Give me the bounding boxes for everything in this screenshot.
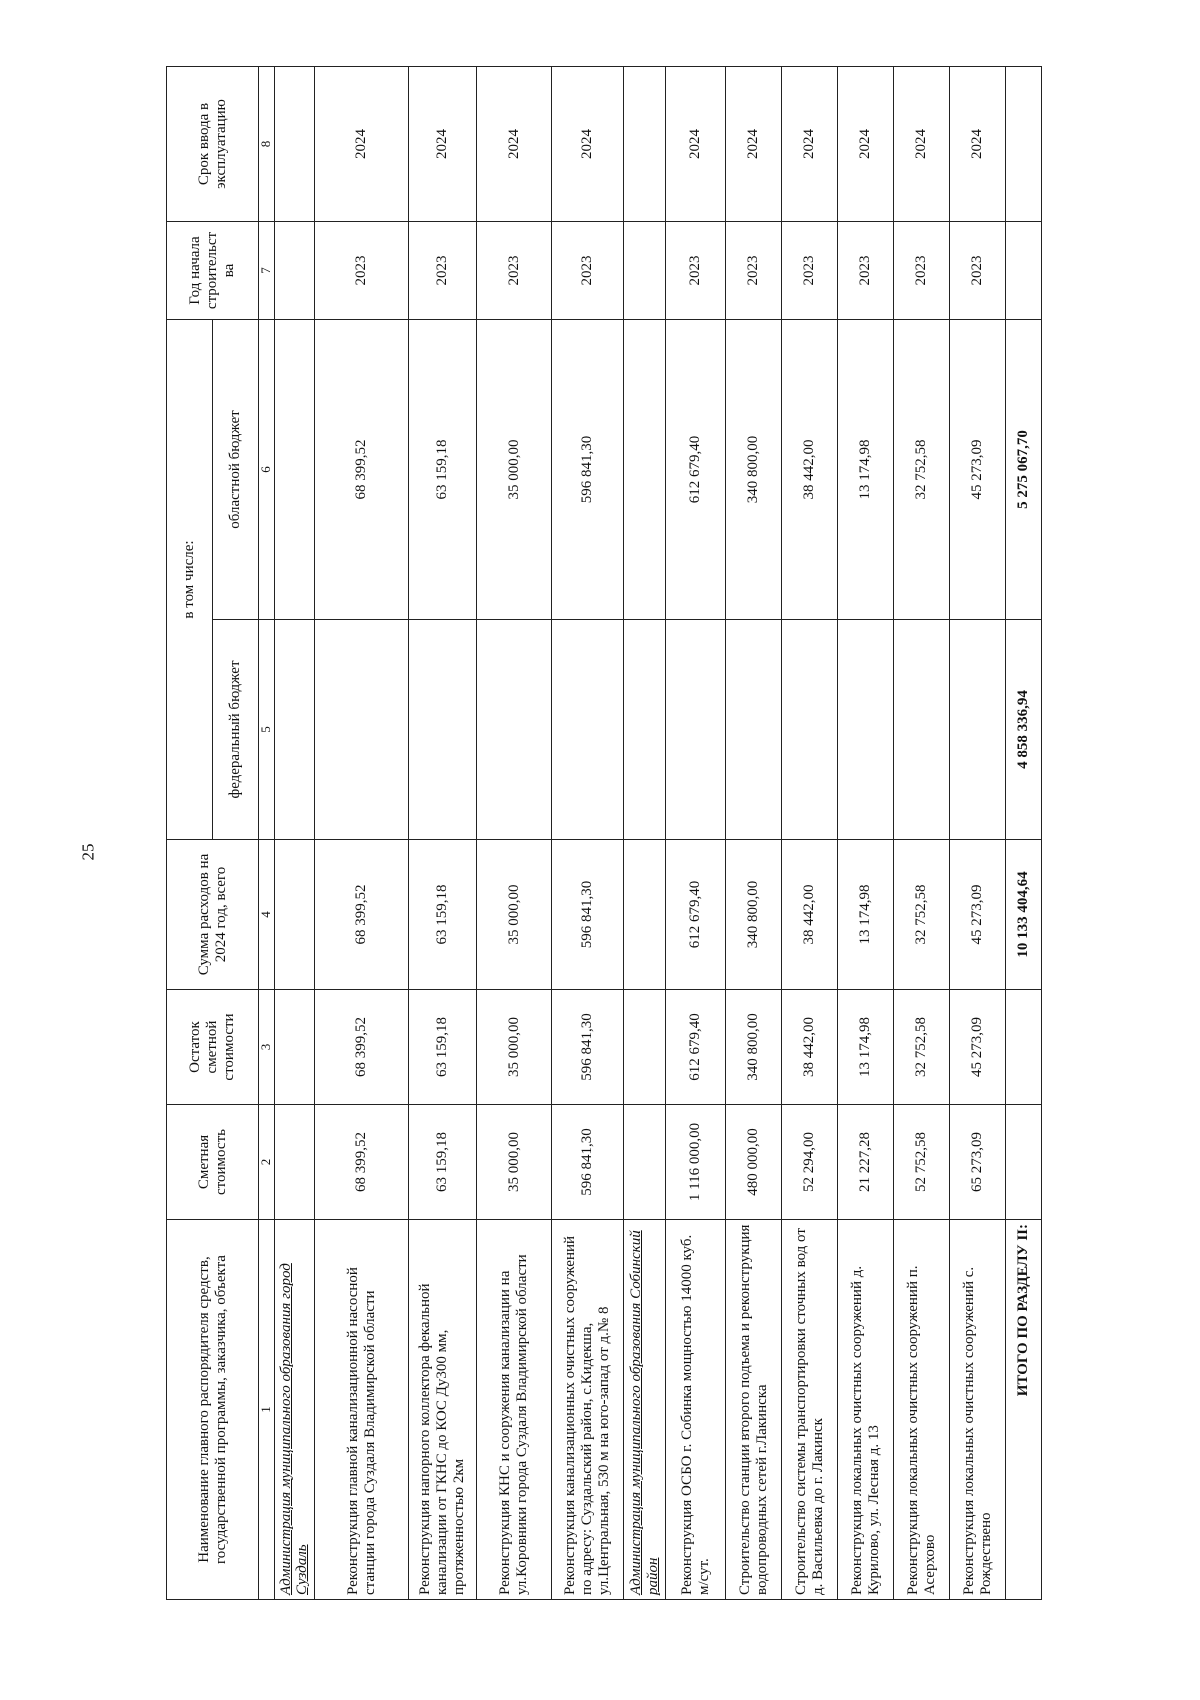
total-2024-value: 68 399,52 [315,840,409,990]
estimate-value: 480 000,00 [726,1105,782,1220]
empty-cell [274,222,315,320]
header-name: Наименование главного распорядителя средств, государственной программы, заказчика, объекта [167,1220,259,1600]
object-name: Реконструкция локальных очистных сооружений д. Курилово, ул. Лесная д. 13 [838,1220,894,1600]
empty-cell [624,67,666,222]
total-2024-value: 63 159,18 [409,840,477,990]
column-number: 6 [259,320,275,620]
empty-cell [274,320,315,620]
federal-value [409,620,477,840]
remaining-value: 596 841,30 [552,990,624,1105]
estimate-value: 35 000,00 [477,1105,552,1220]
commission-year-value: 2024 [782,67,838,222]
estimate-value: 65 273,09 [950,1105,1006,1220]
remaining-value: 45 273,09 [950,990,1006,1105]
group-row [274,67,315,1600]
regional-value: 612 679,40 [666,320,726,620]
empty-cell [624,320,666,620]
column-number: 2 [259,1105,275,1220]
total-2024-value: 13 174,98 [838,840,894,990]
estimate-value: 52 752,58 [894,1105,950,1220]
federal-value [894,620,950,840]
header-commission: Срок ввода в эксплуатацию [167,67,259,222]
empty-cell [274,67,315,222]
header-remaining: Остаток сметной стоимости [167,990,259,1105]
regional-value: 38 442,00 [782,320,838,620]
table-row [950,67,1006,1600]
remaining-value: 340 800,00 [726,990,782,1105]
object-name: Реконструкция локальных очистных сооружений с. Рождествено [950,1220,1006,1600]
remaining-value: 13 174,98 [838,990,894,1105]
federal-value [726,620,782,840]
header-federal: федеральный бюджет [213,620,259,840]
total-label: ИТОГО ПО РАЗДЕЛУ II: [1006,1220,1042,1600]
total-sum-value: 10 133 404,64 [1006,840,1042,990]
total-2024-value: 32 752,58 [894,840,950,990]
start-year-value: 2023 [552,222,624,320]
federal-value [666,620,726,840]
header-start-year: Год начала строительст ва [167,222,259,320]
regional-value: 68 399,52 [315,320,409,620]
empty-cell [1006,1105,1042,1220]
start-year-value: 2023 [666,222,726,320]
regional-value: 13 174,98 [838,320,894,620]
total-2024-value: 38 442,00 [782,840,838,990]
regional-value: 35 000,00 [477,320,552,620]
object-name: Реконструкция канализационных очистных сооружений по адресу: Суздальский район, с.Кидекша, ул.Центральная, 530 м на юго-запад от д.№ 8 [552,1220,624,1600]
empty-cell [1006,990,1042,1105]
regional-value: 63 159,18 [409,320,477,620]
empty-cell [624,620,666,840]
object-name: Строительство системы транспортировки сточных вод от д. Васильевка до г. Лакинск [782,1220,838,1600]
remaining-value: 612 679,40 [666,990,726,1105]
object-name: Реконструкция локальных очистных сооружений п. Асерхово [894,1220,950,1600]
total-2024-value: 45 273,09 [950,840,1006,990]
empty-cell [274,620,315,840]
empty-cell [274,990,315,1105]
federal-value [552,620,624,840]
regional-value: 45 273,09 [950,320,1006,620]
table-row [409,67,477,1600]
federal-value [315,620,409,840]
total-2024-value: 612 679,40 [666,840,726,990]
total-row [1006,67,1042,1600]
rotated-table-container [166,67,1040,1600]
start-year-value: 2023 [477,222,552,320]
remaining-value: 35 000,00 [477,990,552,1105]
regional-value: 32 752,58 [894,320,950,620]
group-row [624,67,666,1600]
object-name: Строительство станции второго подъема и реконструкция водопроводных сетей г.Лакинска [726,1220,782,1600]
regional-value: 340 800,00 [726,320,782,620]
commission-year-value: 2024 [409,67,477,222]
federal-value [950,620,1006,840]
table-row [666,67,726,1600]
start-year-value: 2023 [726,222,782,320]
object-name: Реконструкция главной канализационной насосной станции города Суздаля Владимирской области [315,1220,409,1600]
header-regional: областной бюджет [213,320,259,620]
federal-value [477,620,552,840]
estimate-value: 63 159,18 [409,1105,477,1220]
column-number: 1 [259,1220,275,1600]
total-regional-value: 5 275 067,70 [1006,320,1042,620]
start-year-value: 2023 [950,222,1006,320]
start-year-value: 2023 [894,222,950,320]
start-year-value: 2023 [315,222,409,320]
commission-year-value: 2024 [838,67,894,222]
total-2024-value: 35 000,00 [477,840,552,990]
commission-year-value: 2024 [315,67,409,222]
page-number: 25 [78,843,98,861]
estimate-value: 21 227,28 [838,1105,894,1220]
commission-year-value: 2024 [477,67,552,222]
table-row [726,67,782,1600]
empty-cell [1006,67,1042,222]
commission-year-value: 2024 [894,67,950,222]
header-total-2024: Сумма расходов на 2024 год, всего [167,840,259,990]
header-including: в том числе: [167,320,213,840]
empty-cell [274,1105,315,1220]
commission-year-value: 2024 [726,67,782,222]
budget-table [166,66,1042,1600]
estimate-value: 68 399,52 [315,1105,409,1220]
start-year-value: 2023 [409,222,477,320]
header-estimate: Сметная стоимость [167,1105,259,1220]
empty-cell [624,990,666,1105]
table-row [894,67,950,1600]
column-number: 4 [259,840,275,990]
start-year-value: 2023 [838,222,894,320]
column-number: 7 [259,222,275,320]
remaining-value: 68 399,52 [315,990,409,1105]
commission-year-value: 2024 [666,67,726,222]
estimate-value: 52 294,00 [782,1105,838,1220]
regional-value: 596 841,30 [552,320,624,620]
empty-cell [624,1105,666,1220]
table-row [477,67,552,1600]
commission-year-value: 2024 [552,67,624,222]
column-number: 3 [259,990,275,1105]
start-year-value: 2023 [782,222,838,320]
empty-cell [624,840,666,990]
column-numbers-row [259,67,275,1600]
commission-year-value: 2024 [950,67,1006,222]
empty-cell [274,840,315,990]
remaining-value: 38 442,00 [782,990,838,1105]
empty-cell [624,222,666,320]
column-number: 8 [259,67,275,222]
table-row [552,67,624,1600]
total-federal-value: 4 858 336,94 [1006,620,1042,840]
table-row [838,67,894,1600]
estimate-value: 1 116 000,00 [666,1105,726,1220]
empty-cell [1006,222,1042,320]
federal-value [782,620,838,840]
table-row [782,67,838,1600]
object-name: Реконструкция напорного коллектора фекальной канализации от ГКНС до КОС Ду300 мм, протяженностью 2км [409,1220,477,1600]
total-2024-value: 596 841,30 [552,840,624,990]
remaining-value: 32 752,58 [894,990,950,1105]
federal-value [838,620,894,840]
object-name: Реконструкция КНС и сооружения канализации на ул.Коровники города Суздаля Владимирской области [477,1220,552,1600]
table-row [315,67,409,1600]
total-2024-value: 340 800,00 [726,840,782,990]
remaining-value: 63 159,18 [409,990,477,1105]
object-name: Реконструкция ОСБО г. Собинка мощностью 14000 куб. м/сут. [666,1220,726,1600]
estimate-value: 596 841,30 [552,1105,624,1220]
group-title: Администрация муниципального образования Собинский район [624,1220,666,1600]
group-title: Администрация муниципального образования город Суздаль [274,1220,315,1600]
column-number: 5 [259,620,275,840]
